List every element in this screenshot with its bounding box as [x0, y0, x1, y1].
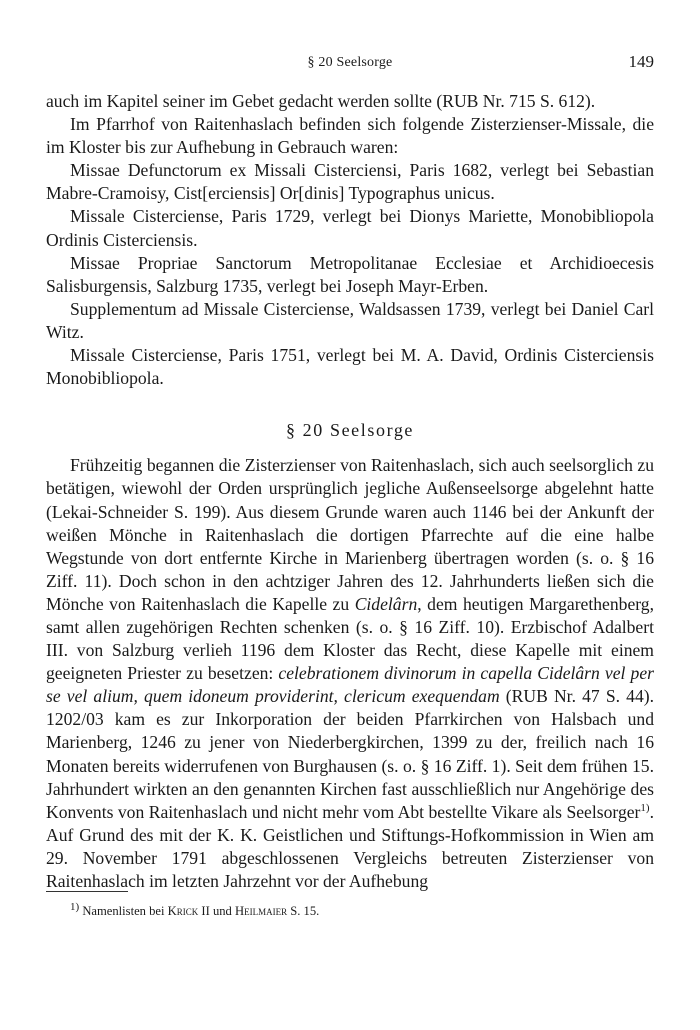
- running-head: [46, 52, 654, 74]
- running-title: § 20 Seelsorge: [307, 55, 393, 70]
- body-text: [46, 90, 654, 893]
- author-name: Krick: [167, 904, 199, 918]
- text-run: . Auf Grund des mit der K. K. Geistlichen und Stiftungs-Hofkommission in Wien am 29. November 1791 abgeschlossenen Vergleichs betreuten Zisterzienser von Raitenhaslach im letzten Jahrzehnt vor der Aufhebung: [46, 801, 654, 891]
- footnote-text: II und: [198, 904, 235, 918]
- paragraph-continuation: auch im Kapitel seiner im Gebet gedacht werden sollte (RUB Nr. 715 S. 612).: [46, 91, 596, 111]
- footnote: [70, 900, 654, 919]
- page-number: 149: [628, 52, 654, 71]
- section-paragraph: [46, 454, 654, 893]
- footnote-text: Namenlisten bei: [79, 904, 168, 918]
- missale-entry: Missale Cisterciense, Paris 1751, verlegt bei M. A. David, Ordinis Cisterciensis Monobibliopola.: [46, 345, 654, 389]
- text-run: , dem heutigen Margarethenberg, samt allen zugehörigen Rechten schenken (s. o. § 16 Ziff. 10). Erzbischof Adalbert III. von Salzburg verlieh 1196 dem Kloster das Recht, diese Kapelle mit einem geeigneten Priester zu besetzen:: [46, 593, 654, 684]
- text-run: Frühzeitig begannen die Zisterzienser von Raitenhaslach, sich auch seelsorglich zu betätigen, wiewohl der Orden ursprünglich jegliche Außenseelsorge abgelehnt hatte (Lekai-Schneider S. 199). Aus diesem Grunde waren auch 1146 bei der Ankunft der weißen Mönche in Raitenhaslach die dortigen Pfarrechte auf die eine halbe Wegstunde von dort entfernte Kirche in Marienberg übertragen worden (s. o. § 16 Ziff. 11). Doch schon in den achtziger Jahren des 12. Jahrhunderts ließen sich die Mönche von Raitenhaslach die Kapelle zu: [46, 455, 654, 614]
- section-heading: § 20 Seelsorge: [285, 420, 415, 441]
- author-name: Heilmaier: [235, 904, 288, 918]
- footnote-divider: [46, 891, 128, 892]
- paragraph-missale-intro: Im Pfarrhof von Raitenhaslach befinden sich folgende Zisterzienser-Missale, die im Kloster bis zur Aufhebung in Gebrauch waren:: [46, 114, 654, 158]
- footnote-marker: 1): [70, 900, 80, 913]
- footnote-reference[interactable]: 1): [640, 801, 650, 814]
- missale-entry: Missale Cisterciense, Paris 1729, verlegt bei Dionys Mariette, Monobibliopola Ordinis Cisterciensis.: [46, 206, 654, 250]
- italic-place-name: Cidelârn: [354, 593, 418, 614]
- footnote-text: S. 15.: [287, 904, 320, 918]
- latin-quotation: celebrationem divinorum in capella Cidelârn vel per se vel alium, quem idoneum providerint, clericum exequendam: [46, 663, 654, 707]
- missale-entry: Missae Propriae Sanctorum Metropolitanae Ecclesiae et Archidioecesis Salisburgensis, Salzburg 1735, verlegt bei Joseph Mayr-Erben.: [46, 252, 654, 296]
- missale-entry: Missae Defunctorum ex Missali Cisterciensi, Paris 1682, verlegt bei Sebastian Mabre-Cramoisy, Cist[erciensis] Or[dinis] Typographus unicus.: [46, 160, 654, 204]
- missale-entry: Supplementum ad Missale Cisterciense, Waldsassen 1739, verlegt bei Daniel Carl Witz.: [46, 298, 654, 342]
- text-run: (RUB Nr. 47 S. 44). 1202/03 kam es zur Inkorporation der beiden Pfarrkirchen von Halsbach und Marienberg, 1246 zu jener von Niederbergkirchen, 1399 zu der, freilich nach 16 Monaten bereits widerrufenen von Burghausen (s. o. § 16 Ziff. 1). Seit dem frühen 15. Jahrhundert wirkten an den genannten Kirchen fast ausschließlich nur Angehörige des Konvents von Raitenhaslach und nicht mehr vom Abt bestellte Vikare als Seelsorger: [46, 686, 654, 822]
